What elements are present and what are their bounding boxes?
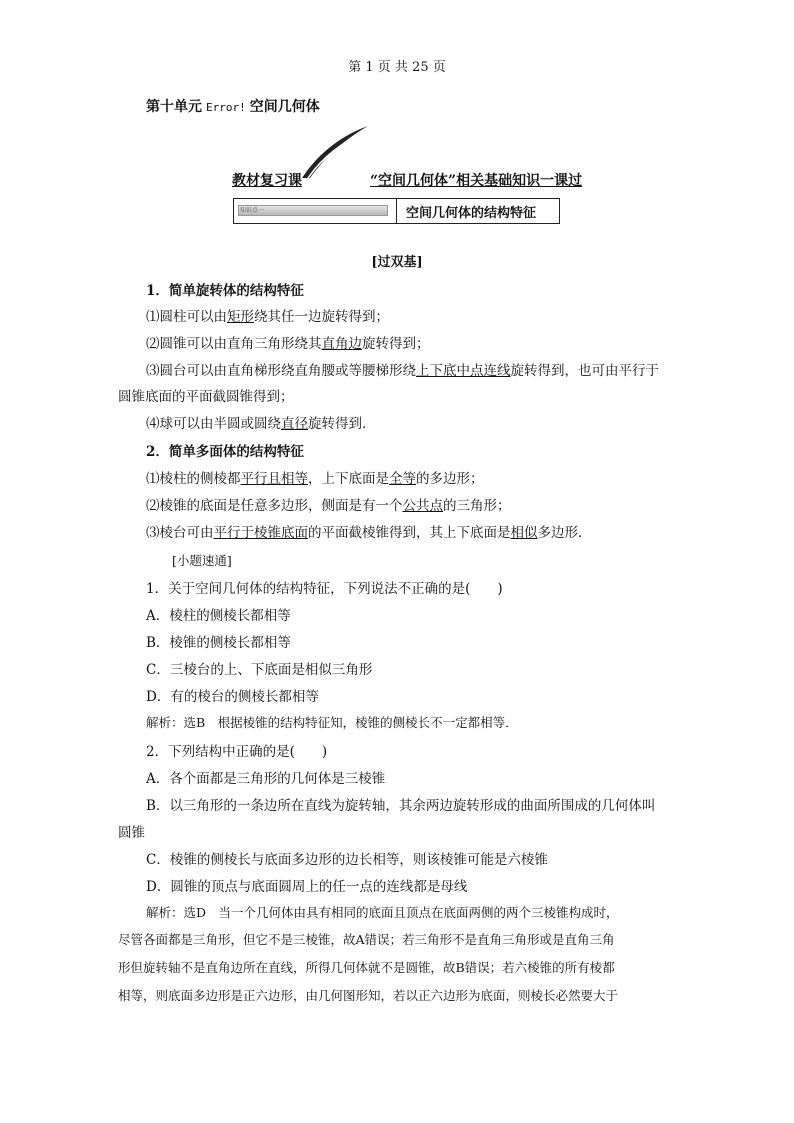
keyword: 平行且相等 [240, 471, 308, 487]
polyhedron-item-3 [146, 521, 592, 541]
q1-option-c: C．三棱台的上、下底面是相似三角形 [146, 662, 373, 678]
knowledge-badge-text: 知识点一 [240, 207, 265, 214]
quick-title: [小题速通] [172, 553, 232, 568]
q2-option-c: C．棱锥的侧棱长与底面多边形的边长相等，则该棱锥可能是六棱锥 [146, 852, 548, 868]
knowledge-tag-title: 空间几何体的结构特征 [406, 206, 537, 221]
rotation-heading: 1．简单旋转体的结构特征 [146, 283, 304, 299]
q2-analysis-line: 解析：选D 当一个几何体由具有相同的底面且顶点在底面两侧的两个三棱锥构成时， [146, 905, 619, 920]
keyword: 上下底中点连线 [416, 363, 511, 379]
text: ⑴棱柱的侧棱都 [146, 471, 241, 487]
text: ⑶圆台可以由直角梯形绕直角腰或等腰梯形绕 [146, 363, 416, 379]
text: 绕其任一边旋转得到； [254, 309, 389, 325]
page-number: 第 1 页 共 25 页 [348, 60, 446, 75]
field-error-text: Error! [206, 101, 246, 114]
polyhedron-item-2 [146, 494, 511, 514]
q2-option-d: D．圆锥的顶点与底面圆周上的任一点的连线都是母线 [146, 879, 468, 895]
text: 旋转得到． [308, 416, 376, 432]
rotation-item-4 [146, 412, 376, 432]
knowledge-tag-box [233, 198, 560, 224]
q1-option-b: B．棱锥的侧棱长都相等 [146, 635, 291, 651]
text: 旋转得到，也可由平行于 [510, 363, 659, 379]
text: ⑵圆锥可以由直角三角形绕其 [146, 336, 322, 352]
unit-prefix: 第十单元 [146, 99, 202, 115]
q1-option-d: D．有的棱台的侧棱长都相等 [146, 689, 319, 705]
q2-stem: 2．下列结构中正确的是( ) [146, 744, 328, 760]
keyword: 平行于棱锥底面 [213, 525, 308, 541]
keyword: 直径 [281, 416, 308, 432]
swoosh-logo-icon [300, 124, 370, 180]
q2-analysis-line: 尽管各面都是三角形，但它不是三棱锥，故A错误；若三角形不是直角三角形或是直角三角 [118, 932, 615, 947]
banner-right: “空间几何体”相关基础知识一课过 [370, 173, 583, 189]
text: ⑷球可以由半圆或圆绕 [146, 416, 281, 432]
text: ⑶棱台可由 [146, 525, 214, 541]
text: 的平面截棱锥得到，其上下底面是 [308, 525, 511, 541]
q1-option-a: A．棱柱的侧棱长都相等 [146, 608, 291, 624]
polyhedron-item-1 [146, 467, 484, 487]
q2-option-a: A．各个面都是三角形的几何体是三棱锥 [146, 771, 386, 787]
rotation-item-2 [146, 332, 430, 352]
tag-divider [396, 199, 397, 223]
rotation-item-1 [146, 305, 389, 325]
unit-title: 空间几何体 [249, 99, 320, 115]
polyhedron-heading: 2．简单多面体的结构特征 [146, 444, 304, 460]
q2-option-b: B．以三角形的一条边所在直线为旋转轴，其余两边旋转形成的曲面所围成的几何体叫 [146, 798, 656, 814]
rotation-item-3-cont: 圆锥底面的平面截圆锥得到； [118, 389, 294, 405]
banner-left: 教材复习课 [232, 173, 302, 189]
text: 的三角形； [443, 498, 511, 514]
q2-analysis-line: 相等，则底面多边形是正六边形，由几何图形知，若以正六边形为底面，则棱长必然要大于 [118, 988, 619, 1003]
text: 的多边形； [416, 471, 484, 487]
q2-option-b-cont: 圆锥 [118, 825, 145, 841]
keyword: 公共点 [402, 498, 443, 514]
text: ⑴圆柱可以由 [146, 309, 227, 325]
keyword: 相似 [510, 525, 538, 541]
section-title: [过双基] [371, 255, 423, 270]
keyword: 直角边 [321, 336, 362, 352]
text: ，上下底面是 [308, 471, 389, 487]
text: ⑵棱锥的底面是任意多边形，侧面是有一个 [146, 498, 403, 514]
q2-analysis-line: 形但旋转轴不是直角边所在直线，所得几何体就不是圆锥，故B错误；若六棱锥的所有棱都 [118, 960, 615, 975]
keyword: 矩形 [227, 309, 254, 325]
keyword: 全等 [389, 471, 416, 487]
rotation-item-3 [146, 359, 659, 379]
text: 多边形． [537, 525, 592, 541]
unit-heading [146, 96, 320, 116]
q1-stem: 1．关于空间几何体的结构特征，下列说法不正确的是( ) [146, 581, 503, 597]
text: 旋转得到； [362, 336, 430, 352]
q1-analysis: 解析：选B 根据棱锥的结构特征知，棱锥的侧棱长不一定都相等． [146, 715, 518, 730]
